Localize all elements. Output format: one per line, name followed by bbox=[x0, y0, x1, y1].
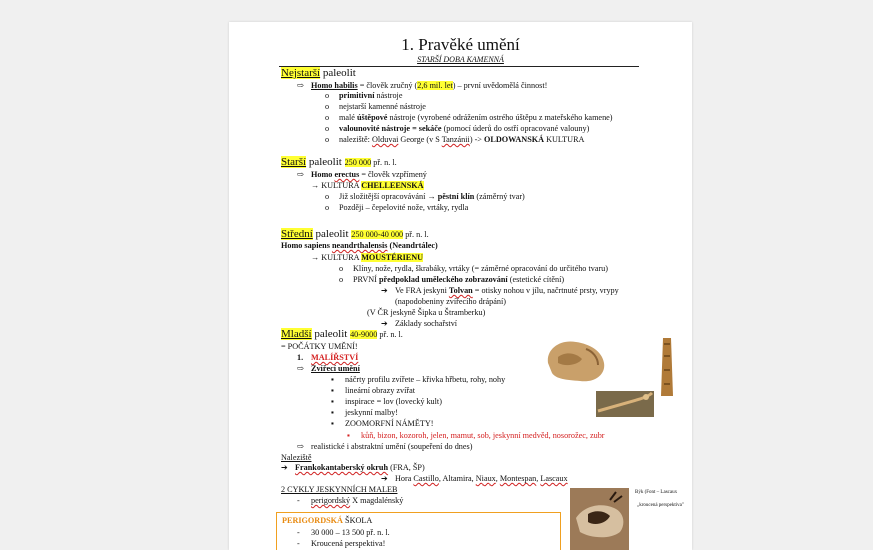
heading-middle-paleolithic: Střední paleolit 250 000-40 000 př. n. l. bbox=[281, 228, 429, 240]
s1-sub1: o primitivní nástroje bbox=[325, 91, 403, 100]
animal-art-line: ⇨ Zvířecí umění bbox=[297, 364, 360, 373]
venus-figurine-image bbox=[542, 333, 609, 385]
painting-line: 1. MALÍŘSTVÍ bbox=[297, 353, 359, 362]
s1-sub2: o nejstarší kamenné nástroje bbox=[325, 102, 426, 111]
chelleen-culture-line: → KULTURA CHELLEENSKÁ bbox=[311, 181, 424, 190]
s3-arrow1: ➔ Ve FRA jeskyni Tolvan = otisky nohou v jílu, načrtnuté prsty, vrypy bbox=[381, 286, 619, 295]
s4-realistic: ⇨ realistické i abstraktní umění (soupeření do dnes) bbox=[297, 442, 473, 451]
s4-b2: ▪ lineární obrazy zvířat bbox=[331, 386, 416, 395]
s3-arrow1-cont: (napodobeniny zvířecího drápání) bbox=[395, 297, 506, 306]
sites-region: ➔ Frankokantaberský okruh (FRA, ŠP) bbox=[281, 463, 425, 472]
sites-caves: ➔ Hora Castillo, Altamira, Niaux, Montespan, Lascaux bbox=[381, 474, 568, 483]
box-item2: - Kroucená perspektiva! bbox=[297, 539, 386, 548]
s3-arrow2: ➔ Základy sochařství bbox=[381, 319, 458, 328]
box-item1: - 30 000 – 13 500 př. n. l. bbox=[297, 528, 390, 537]
beginnings-of-art: = POČÁTKY UMĚNÍ! bbox=[281, 342, 358, 351]
spear-thrower-image bbox=[596, 391, 654, 417]
s1-sub5: o naleziště: Olduvai George (v S Tanzánii) -> OLDOWANSKÁ KULTURA bbox=[325, 135, 585, 144]
s3-sub2: o PRVNÍ předpoklad uměleckého zobrazování (estetické cítění) bbox=[339, 275, 565, 284]
mousterian-culture-line: → KULTURA MOUSTÉRIENU bbox=[311, 253, 424, 262]
cycles-line: - perigordský X magdalénský bbox=[297, 496, 404, 505]
heading-oldest-paleolithic: Nejstarší paleolit bbox=[281, 67, 356, 79]
box-heading: PERIGORDSKÁ ŠKOLA bbox=[282, 516, 373, 525]
s3-sub1: o Klíny, nože, rydla, škrabáky, vrtáky (= záměrné opracování do určitého tvaru) bbox=[339, 264, 608, 273]
s4-animals: ▪ kůň, bizon, kozoroh, jelen, mamut, sob, jeskynní medvěd, nosorožec, zubr bbox=[347, 431, 605, 440]
homo-erectus-line: ⇨ Homo erectus = člověk vzpřímený bbox=[297, 170, 427, 179]
s3-note: (V ČR jeskyně Šipka u Štramberku) bbox=[367, 308, 486, 317]
s4-b1: ▪ náčrty profilu zvířete – křivka hřbetu, rohy, nohy bbox=[331, 375, 506, 384]
neanderthal-line: Homo sapiens neandrthalensis (Neandrtálec) bbox=[281, 241, 438, 250]
page-subtitle: STARŠÍ DOBA KAMENNÁ bbox=[417, 55, 504, 64]
s4-b4: ▪ jeskynní malby! bbox=[331, 408, 398, 417]
sites-label: Naleziště bbox=[281, 453, 312, 462]
image-caption-1: Býk (Font – Lascaux bbox=[635, 490, 678, 495]
document-page bbox=[229, 22, 692, 550]
s2-sub1: o Již složitější opracovávání → pěstní klín (záměrný tvar) bbox=[325, 192, 525, 201]
s1-sub3: o malé úštěpové nástroje (vyrobené odrážením ostrého úštěpu z mateřského kamene) bbox=[325, 113, 613, 122]
s1-sub4: o valounovité nástroje = sekáče (pomocí úderů do ostří opracované valouny) bbox=[325, 124, 590, 133]
s4-b5: ▪ ZOOMORFNÍ NÁMĚTY! bbox=[331, 419, 434, 428]
heading-younger-paleolithic: Mladší paleolit 40-9000 př. n. l. bbox=[281, 328, 403, 340]
carved-bone-image bbox=[658, 336, 676, 399]
s2-sub2: o Později – čepelovité nože, vrtáky, rydla bbox=[325, 203, 469, 212]
image-caption-2: „kroucená perspektiva" bbox=[637, 503, 684, 508]
heading-older-paleolithic: Starší paleolit 250 000 př. n. l. bbox=[281, 156, 397, 168]
cave-painting-image bbox=[570, 488, 629, 550]
s4-b3: ▪ inspirace = lov (lovecký kult) bbox=[331, 397, 442, 406]
cycles-heading: 2 CYKLY JESKYNNÍCH MALEB bbox=[281, 485, 398, 494]
homo-habilis-line: ⇨ Homo habilis = člověk zručný (2,6 mil. let) – první uvědomělá činnost! bbox=[297, 81, 548, 90]
page-title: 1. Pravěké umění bbox=[401, 35, 520, 54]
